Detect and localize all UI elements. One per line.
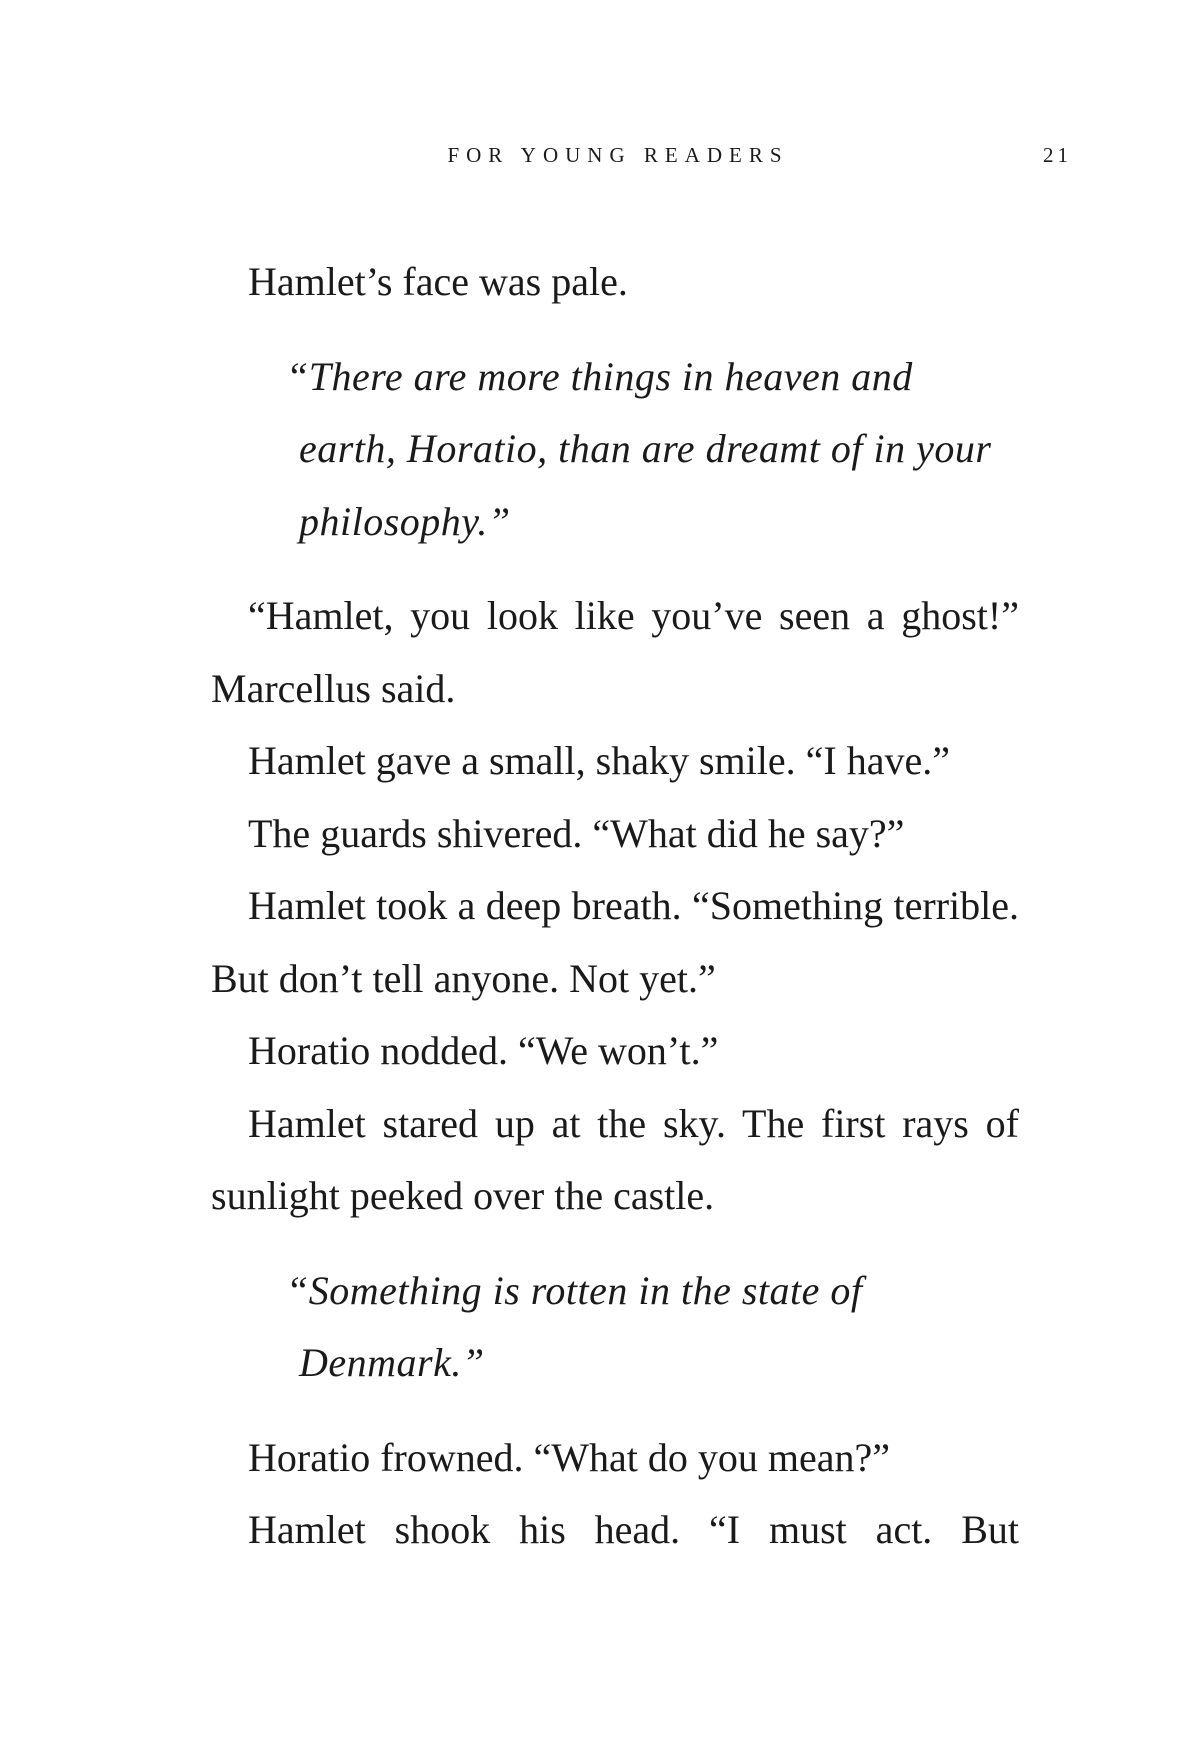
paragraph: Hamlet gave a small, shaky smile. “I have.” [248,738,950,783]
paragraph: Hamlet stared up at the sky. The first rays of sunlight peeked over the castle. [211,1100,1019,1218]
paragraph: Horatio nodded. “We won’t.” [248,1028,719,1073]
quotation: “There are more things in heaven and earth, Horatio, than are dreamt of in your philosophy.” [286,353,992,544]
running-head [0,140,1200,170]
page-number: 21 [1043,143,1072,167]
running-title: FOR YOUNG READERS [447,143,789,167]
paragraph: “Hamlet, you look like you’ve seen a ghost!” Marcellus said. [211,593,1019,711]
paragraph: Hamlet shook his head. “I must act. But [248,1507,1019,1552]
paragraph: The guards shivered. “What did he say?” [248,810,905,856]
paragraph: Hamlet’s face was pale. [248,259,628,304]
quotation: “Something is rotten in the state of Denmark.” [286,1267,863,1385]
paragraph: Horatio frowned. “What do you mean?” [248,1434,890,1480]
story-text [211,246,1019,1567]
paragraph: Hamlet took a deep breath. “Something terrible. But don’t tell anyone. Not yet.” [211,883,1019,1001]
